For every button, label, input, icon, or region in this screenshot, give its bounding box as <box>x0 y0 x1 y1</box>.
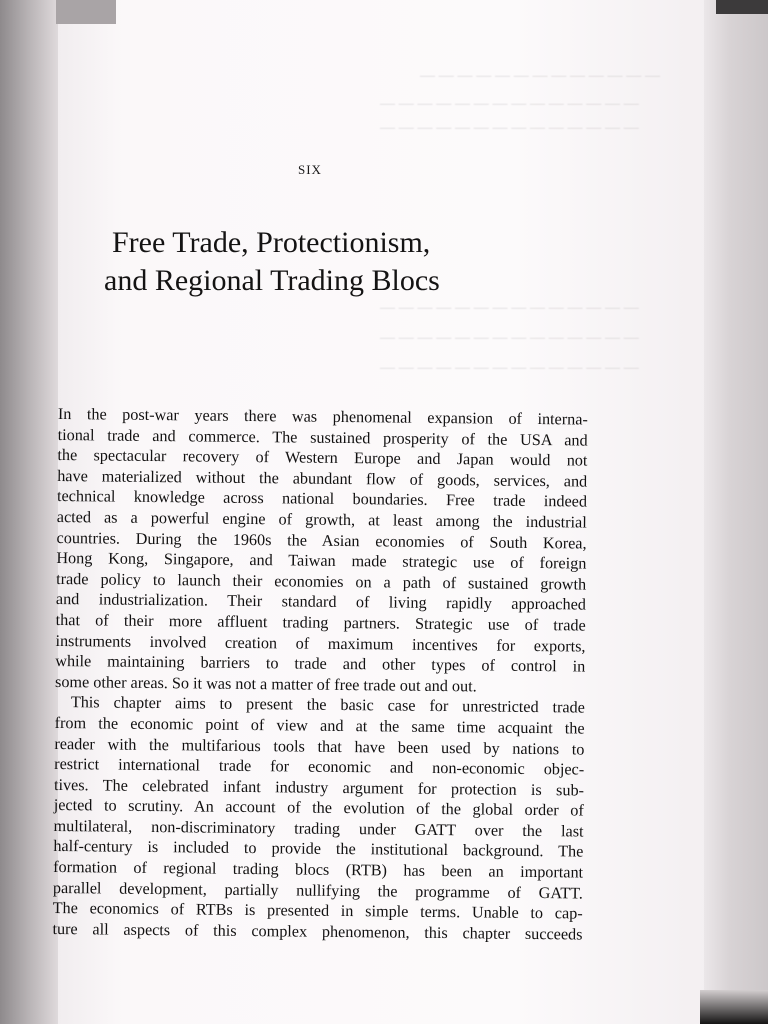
show-through-text: — — — — — — — — — — — — — — <box>380 96 639 112</box>
text-line: formation of regional trading blocs (RTB) has been an important <box>53 858 584 882</box>
text-line: instruments involved creation of maximum incentives for exports, <box>55 631 586 656</box>
paragraph <box>55 404 588 698</box>
show-through-text: — — — — — — — — — — — — — — <box>380 120 639 136</box>
text-line: and industrialization. Their standard of living rapidly approached <box>55 590 587 614</box>
text-line: Hong Kong, Singapore, and Taiwan made strategic use of foreign <box>56 549 587 573</box>
text-line: reader with the multifarious tools that have been used by nations to <box>54 734 585 759</box>
chapter-title-line: and Regional Trading Blocs <box>104 264 440 297</box>
text-line: while maintaining barriers to trade and other types of control in <box>55 652 586 676</box>
text-line: from the economic point of view and at the same time acquaint the <box>54 713 585 738</box>
chapter-title <box>104 224 584 300</box>
scan-top-edge <box>56 0 116 24</box>
scan-corner <box>716 0 768 14</box>
show-through-text: — — — — — — — — — — — — — — <box>380 360 639 376</box>
text-line: half-century is included to provide the institutional background. The <box>53 837 584 861</box>
chapter-number: SIX <box>298 162 322 177</box>
text-line: tives. The celebrated infant industry argument for protection is sub- <box>53 775 585 800</box>
text-line: The economics of RTBs is presented in simple terms. Unable to cap- <box>52 899 583 923</box>
chapter-title-line: Free Trade, Protectionism, <box>112 226 431 259</box>
text-line: jected to scrutiny. An account of the evolution of the global order of <box>53 796 584 820</box>
text-line: ture all aspects of this complex phenomenon, this chapter succeeds <box>52 919 583 944</box>
text-line: In the post-war years there was phenomenal expansion of interna- <box>57 404 588 429</box>
text-line: have materialized without the abundant flow of goods, services, and <box>57 466 588 491</box>
paragraph <box>52 692 585 945</box>
scan-bottom-corner <box>700 990 768 1024</box>
text-line: countries. During the 1960s the Asian economies of South Korea, <box>56 528 587 553</box>
text-line: restrict international trade for economic and non-economic objec- <box>54 755 585 779</box>
text-line: the spectacular recovery of Western Europe and Japan would not <box>57 446 588 470</box>
text-line: This chapter aims to present the basic case for unrestricted trade <box>70 693 585 717</box>
text-line: trade policy to launch their economies on a path of sustained growth <box>56 569 587 594</box>
text-line: multilateral, non-discriminatory trading under GATT over the last <box>53 816 584 841</box>
show-through-text: — — — — — — — — — — — — — — <box>380 300 639 316</box>
show-through-text: — — — — — — — — — — — — — <box>420 68 660 84</box>
chapter-body <box>52 404 588 945</box>
text-line: some other areas. So it was not a matter of free trade out and out. <box>54 672 477 696</box>
text-line: acted as a powerful engine of growth, at least among the industrial <box>56 507 587 532</box>
facing-page-edge <box>704 0 768 1024</box>
text-line: that of their more affluent trading partners. Strategic use of trade <box>55 610 586 635</box>
text-line: technical knowledge across national boundaries. Free trade indeed <box>56 487 588 511</box>
text-line: parallel development, partially nullifying the programme of GATT. <box>52 878 584 903</box>
show-through-text: — — — — — — — — — — — — — — <box>380 330 639 346</box>
text-line: tional trade and commerce. The sustained prosperity of the USA and <box>57 425 588 450</box>
